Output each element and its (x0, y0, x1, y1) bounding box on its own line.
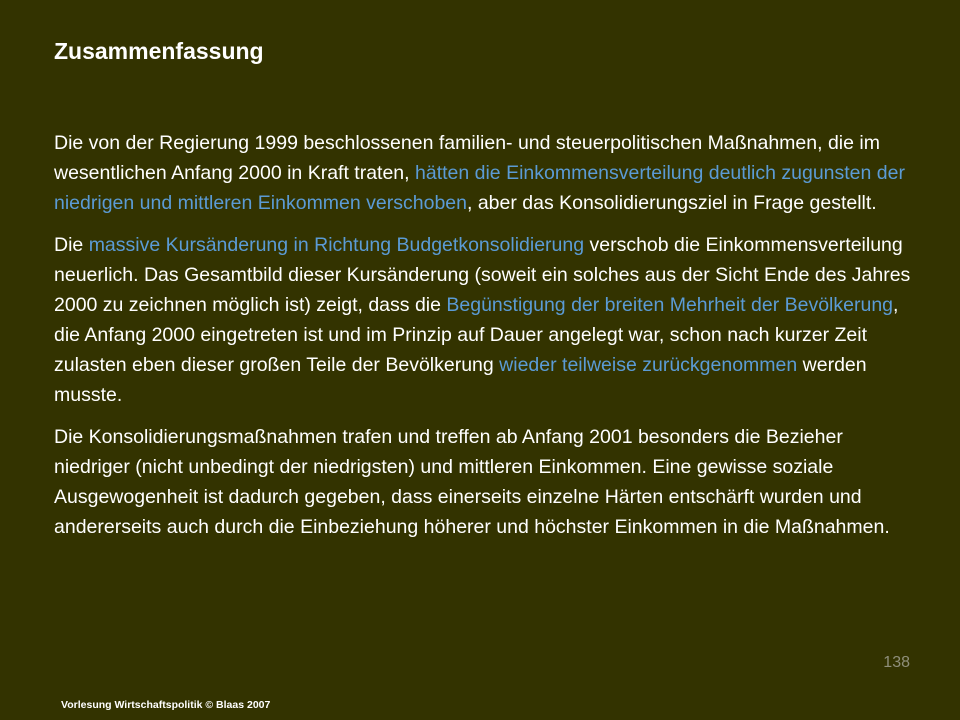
paragraph-2 (54, 230, 914, 410)
paragraph-2-text-d: werden musste. (54, 354, 867, 406)
slide-title: Zusammenfassung (54, 38, 264, 64)
footer-credit: Vorlesung Wirtschaftspolitik © Blaas 2007 (61, 699, 271, 711)
paragraph-2-highlight-3: wieder teilweise zurückgenommen (499, 354, 798, 376)
paragraph-1-text-a: Die von der Regierung 1999 beschlossenen familien- und steuerpolitischen Maßnahmen, die im wesentlichen Anfang 2000 in Kraft traten, (54, 132, 880, 184)
paragraph-3-text: Die Konsolidierungsmaßnahmen trafen und treffen ab Anfang 2001 besonders die Bezieher niedriger (nicht unbedingt der niedrigsten) und mittleren Einkommen. Eine gewisse soziale Ausgewogenheit ist dadurch gegeben, dass einerseits einzelne Härten entschärft wurden und andererseits auch durch die Einbeziehung höherer und höchster Einkommen in die Maßnahmen. (54, 426, 890, 538)
page-number: 138 (883, 654, 910, 671)
paragraph-2-highlight-2: Begünstigung der breiten Mehrheit der Bevölkerung (446, 294, 894, 316)
paragraph-2-text-a: Die (54, 234, 89, 256)
paragraph-1 (54, 128, 914, 218)
paragraph-1-text-b: , aber das Konsolidierungsziel in Frage gestellt. (466, 192, 877, 214)
paragraph-2-text-b: verschob die Einkommensverteilung neuerlich. Das Gesamtbild dieser Kursänderung (soweit ein solches aus der Sicht Ende des Jahres 2000 zu zeichnen möglich ist) zeigt, dass die (54, 234, 911, 316)
paragraph-3 (54, 422, 914, 542)
paragraph-1-highlight: hätten die Einkommensverteilung deutlich zugunsten der niedrigen und mittleren Einkommen verschoben (54, 162, 905, 214)
slide-body (54, 128, 914, 554)
paragraph-2-text-c: , die Anfang 2000 eingetreten ist und im Prinzip auf Dauer angelegt war, schon nach kurzer Zeit zulasten eben dieser großen Teile der Bevölkerung (54, 294, 899, 376)
paragraph-2-highlight-1: massive Kursänderung in Richtung Budgetkonsolidierung (88, 234, 585, 256)
